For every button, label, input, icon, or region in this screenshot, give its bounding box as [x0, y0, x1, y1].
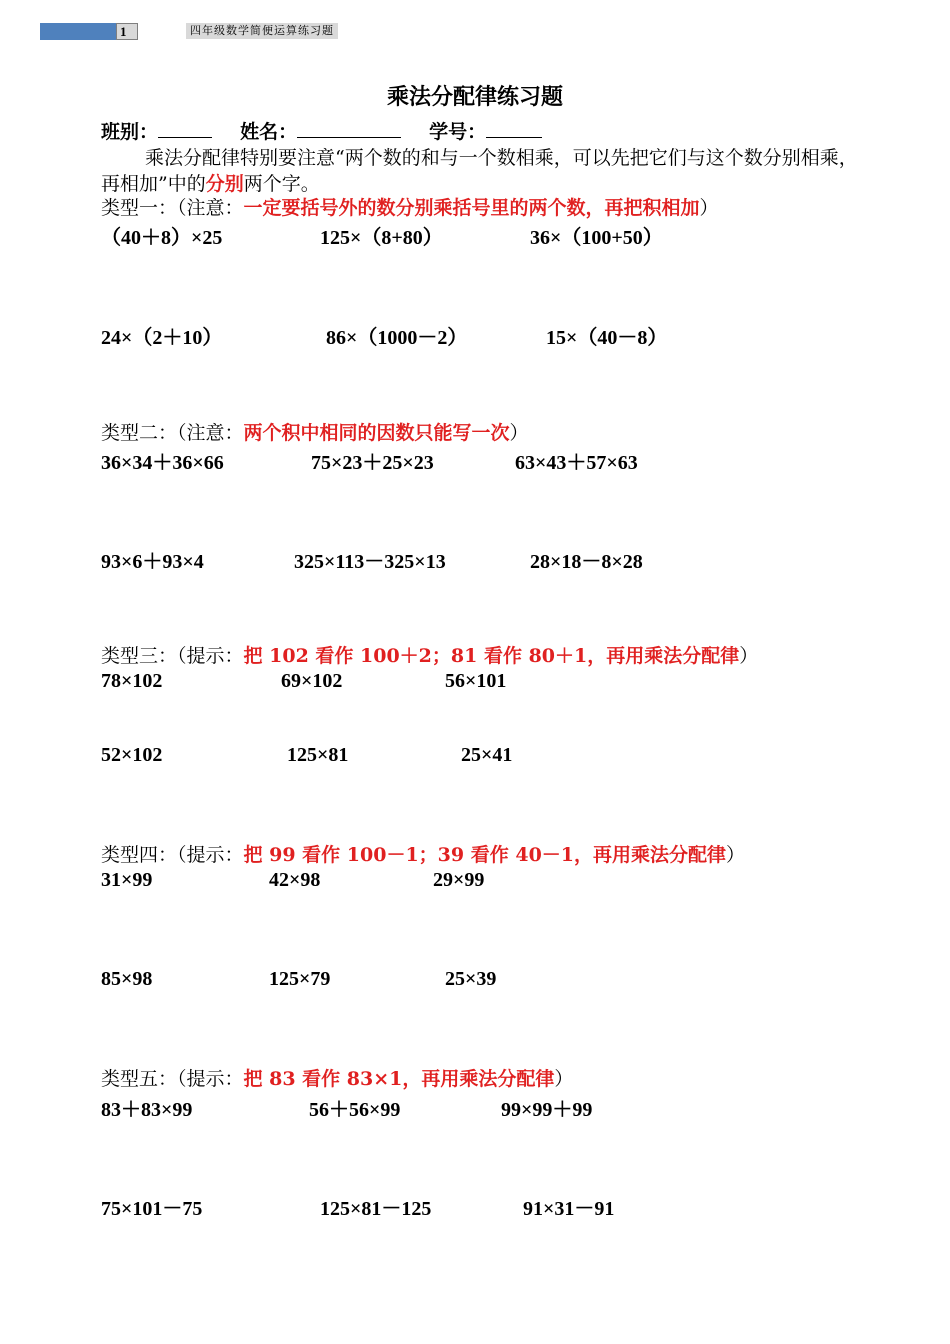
problem: 69×102	[281, 670, 343, 692]
page-number: 1	[116, 23, 138, 40]
section-2-heading: 类型二：（注意：两个积中相同的因数只能写一次）	[101, 422, 529, 444]
problem: 29×99	[433, 869, 485, 891]
section-4-hint: 把 99 看作 100－1；39 看作 40－1，再用乘法分配律	[243, 844, 727, 866]
problem: 25×39	[445, 968, 497, 990]
class-field[interactable]	[158, 119, 212, 138]
problem: 91×31－91	[523, 1198, 615, 1220]
intro-text: 乘法分配律特别要注意“两个数的和与一个数相乘，可以先把它们与这个数分别相乘，再相加”中的	[101, 147, 858, 195]
problem: 125×（8+80）	[320, 227, 443, 249]
problem: 125×81	[287, 744, 349, 766]
problem: 125×81－125	[320, 1198, 432, 1220]
section-2-hint: 两个积中相同的因数只能写一次	[243, 422, 510, 444]
student-info-line	[101, 119, 564, 145]
section-3-heading: 类型三：（提示：把 102 看作 100＋2；81 看作 80＋1，再用乘法分配律）	[101, 645, 759, 667]
problem: （40＋8）×25	[101, 227, 223, 249]
problem: 25×41	[461, 744, 513, 766]
problem: 36×34＋36×66	[101, 452, 224, 474]
intro-paragraph	[101, 145, 861, 197]
problem: 24×（2＋10）	[101, 327, 223, 349]
problem: 99×99＋99	[501, 1099, 593, 1121]
section-5-heading: 类型五：（提示：把 83 看作 83×1，再用乘法分配律）	[101, 1068, 574, 1090]
problem: 56×101	[445, 670, 507, 692]
problem: 325×113－325×13	[294, 551, 446, 573]
section-5-hint: 把 83 看作 83×1，再用乘法分配律	[243, 1068, 555, 1090]
problem: 56＋56×99	[309, 1099, 401, 1121]
name-label: 姓名：	[240, 121, 298, 143]
section-4-heading: 类型四：（提示：把 99 看作 100－1；39 看作 40－1，再用乘法分配律）	[101, 844, 746, 866]
problem: 31×99	[101, 869, 153, 891]
class-label: 班别：	[101, 121, 159, 143]
page-title: 乘法分配律练习题	[386, 85, 563, 110]
header-color-bar	[40, 23, 116, 40]
section-3-hint: 把 102 看作 100＋2；81 看作 80＋1，再用乘法分配律	[243, 645, 740, 667]
section-1-heading: 类型一：（注意：一定要括号外的数分别乘括号里的两个数，再把积相加）	[101, 197, 719, 219]
problem: 125×79	[269, 968, 331, 990]
problem: 52×102	[101, 744, 163, 766]
problem: 75×101－75	[101, 1198, 203, 1220]
problem: 42×98	[269, 869, 321, 891]
id-field[interactable]	[486, 119, 542, 138]
problem: 85×98	[101, 968, 153, 990]
problem: 86×（1000－2）	[326, 327, 468, 349]
problem: 75×23＋25×23	[311, 452, 434, 474]
problem: 15×（40－8）	[546, 327, 668, 349]
header-title: 四年级数学简便运算练习题	[186, 23, 338, 39]
problem: 78×102	[101, 670, 163, 692]
problem: 83＋83×99	[101, 1099, 193, 1121]
intro-highlight: 分别	[205, 173, 244, 195]
id-label: 学号：	[429, 121, 487, 143]
problem: 36×（100+50）	[530, 227, 663, 249]
problem: 28×18－8×28	[530, 551, 643, 573]
problem: 93×6＋93×4	[101, 551, 204, 573]
intro-text-end: 两个字。	[243, 173, 320, 195]
problem: 63×43＋57×63	[515, 452, 638, 474]
section-1-hint: 一定要括号外的数分别乘括号里的两个数，再把积相加	[243, 197, 700, 219]
name-field[interactable]	[297, 119, 401, 138]
